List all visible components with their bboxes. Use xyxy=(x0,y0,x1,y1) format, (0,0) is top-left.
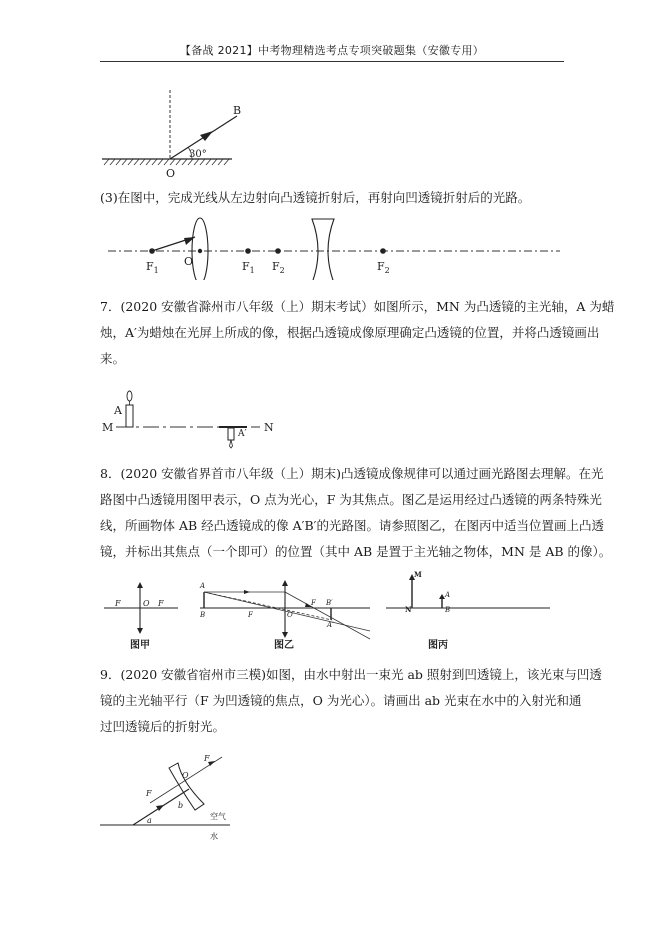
three-panel-figure xyxy=(100,562,564,652)
label-f1-right: $F_1$ xyxy=(242,260,255,275)
focus-f1-right xyxy=(245,248,251,254)
svg-text:a: a xyxy=(147,816,152,825)
image-candle xyxy=(228,428,234,440)
svg-text:F: F xyxy=(115,599,121,608)
svg-text:A′: A′ xyxy=(327,621,334,629)
label-a-prime: A′ xyxy=(238,429,247,439)
reflection-figure xyxy=(100,88,260,183)
lens-figure xyxy=(100,214,564,280)
q7-line-2: 烛，A′为蜡烛在光屏上所成的像，根据凸透镜成像原理确定凸透镜的位置，并将凸透镜画出 xyxy=(100,325,600,340)
focus-f2-right xyxy=(380,248,386,254)
candle-flame xyxy=(127,391,132,401)
svg-text:F: F xyxy=(248,611,253,619)
jia-caption: 图甲 xyxy=(130,640,150,651)
image-flame xyxy=(230,440,233,448)
mirror-hatching xyxy=(104,159,229,165)
ray-arrow xyxy=(200,131,213,141)
q9-line-3: 过凹透镜后的折射光。 xyxy=(100,719,226,734)
svg-text:B: B xyxy=(445,606,451,614)
label-angle: 30° xyxy=(189,149,207,160)
page-header: 【备战 2021】中考物理精选考点专项突破题集（安徽专用） xyxy=(179,44,485,57)
q9-line-1: 9．(2020 安徽省宿州市三模)如图，由水中射出一束光 ab 照射到凹透镜上，该光束与凹透 xyxy=(100,667,602,682)
label-water: 水 xyxy=(210,832,218,841)
candle-figure xyxy=(100,380,290,452)
q8-line-1: 8．(2020 安徽省界首市八年级（上）期末)凸透镜成像规律可以通过画光路图去理解。在光 xyxy=(100,466,604,481)
svg-text:B: B xyxy=(200,611,206,619)
label-f2-left: $F_2$ xyxy=(272,260,285,275)
svg-text:F: F xyxy=(146,789,152,798)
label-m: M xyxy=(102,421,114,434)
panel-bing xyxy=(386,570,550,651)
water-figure xyxy=(100,748,250,843)
svg-text:F: F xyxy=(204,754,210,763)
yi-caption: 图乙 xyxy=(274,640,294,651)
q9-line-2: 镜的主光轴平行（F 为凹透镜的焦点，O 为光心）。请画出 ab 光束在水中的入射光和通 xyxy=(100,693,582,708)
header-rule xyxy=(100,61,564,62)
optical-center xyxy=(198,249,202,253)
svg-text:O: O xyxy=(143,599,150,608)
label-f2-right: $F_2$ xyxy=(377,260,390,275)
svg-text:B′: B′ xyxy=(326,599,333,607)
q3-line-1: (3)在图中，完成光线从左边射向凸透镜折射后，再射向凹透镜折射后的光路。 xyxy=(100,190,531,205)
ray-ab-arrow xyxy=(156,805,164,811)
focus-f2-left xyxy=(275,248,281,254)
focus-f1-left xyxy=(149,248,155,254)
svg-text:F: F xyxy=(311,599,316,607)
incident-ray-arrow xyxy=(184,237,195,245)
candle-body xyxy=(126,405,133,427)
label-b: B xyxy=(233,104,242,117)
concave-lens xyxy=(312,219,334,280)
svg-text:N: N xyxy=(405,605,412,614)
q8-line-2: 路图中凸透镜用图甲表示，O 点为光心，F 为其焦点。图乙是运用经过凸透镜的两条特殊光 xyxy=(100,492,602,507)
panel-jia xyxy=(104,582,178,651)
label-o: O xyxy=(184,255,194,268)
svg-text:A: A xyxy=(445,591,451,599)
q8-line-3: 线，所画物体 AB 经凸透镜成的像 A′B′的光路图。请参照图乙，在图丙中适当位置画上凸透 xyxy=(100,518,605,533)
label-n: N xyxy=(264,421,274,434)
question-8 xyxy=(100,461,612,565)
question-7 xyxy=(100,294,615,372)
panel-yi xyxy=(199,580,370,651)
label-air: 空气 xyxy=(210,812,226,821)
svg-text:O: O xyxy=(182,771,189,780)
svg-text:F: F xyxy=(158,599,164,608)
label-f1-left: $F_1$ xyxy=(146,260,159,275)
label-a: A xyxy=(114,404,122,417)
bing-caption: 图丙 xyxy=(428,640,448,651)
question-3 xyxy=(100,185,564,211)
svg-text:O: O xyxy=(287,611,293,619)
question-9 xyxy=(100,662,602,740)
svg-text:b: b xyxy=(178,801,184,810)
label-o: O xyxy=(166,167,176,180)
svg-text:A: A xyxy=(200,582,206,590)
q7-line-1: 7．(2020 安徽省滁州市八年级（上）期末考试）如图所示，MN 为凸透镜的主光轴，A 为蜡 xyxy=(100,299,615,314)
q8-line-4: 镜，并标出其焦点（一个即可）的位置（其中 AB 是置于主光轴之物体，MN 是 AB 的像）。 xyxy=(100,544,612,559)
svg-text:M: M xyxy=(414,570,422,579)
q7-line-3: 来。 xyxy=(100,351,126,366)
